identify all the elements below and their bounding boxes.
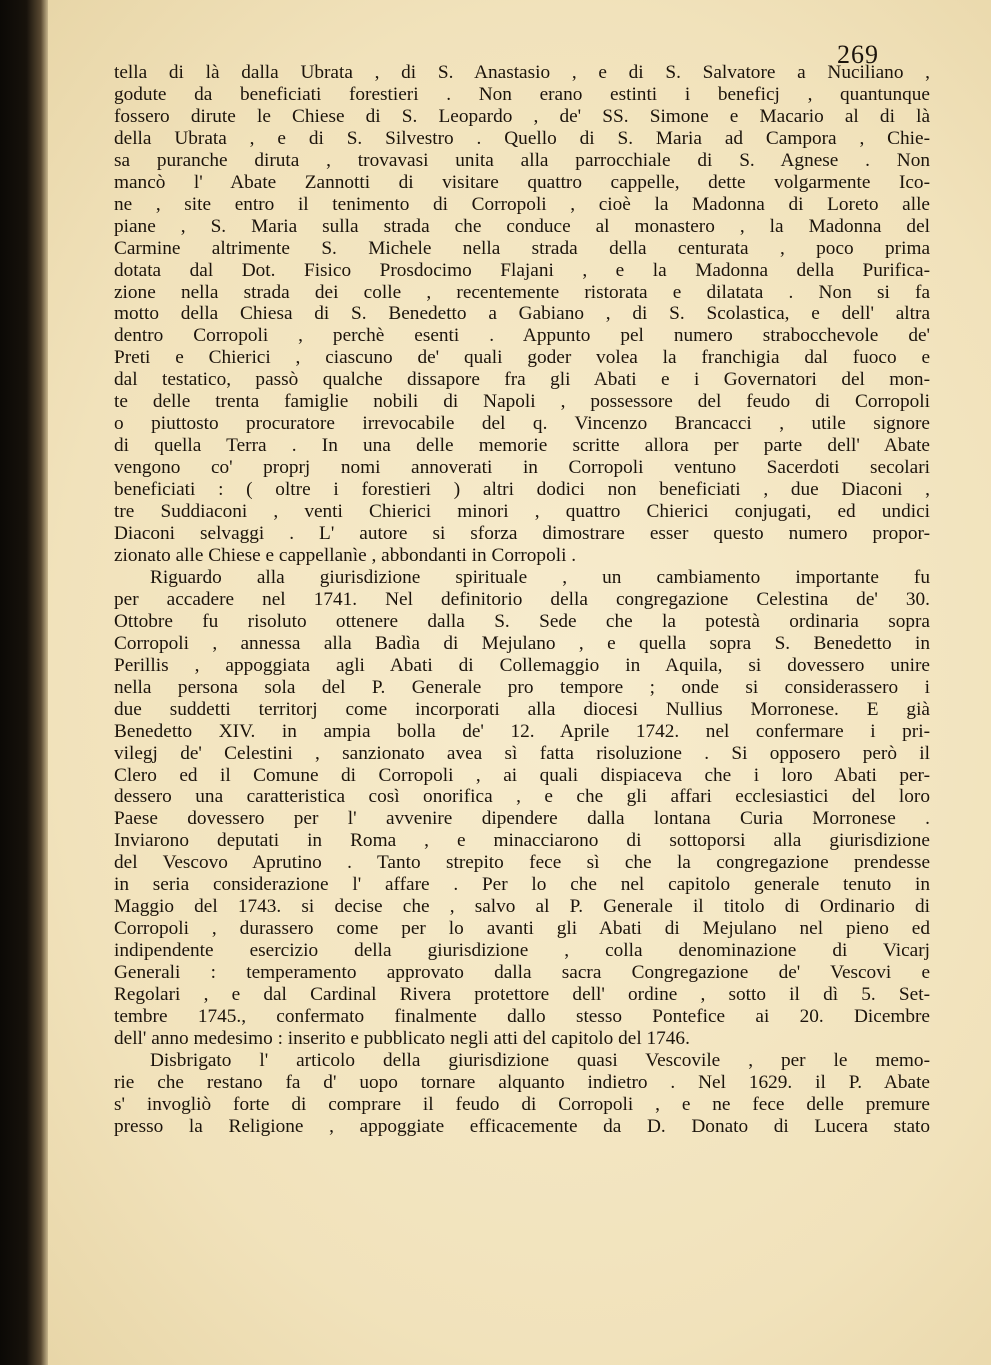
- paragraph-end-line: zionato alle Chiese e cappellanìe , abbondanti in Corropoli .: [114, 544, 577, 566]
- text-line: vilegj de' Celestini , sanzionato avea sì fatta risoluzione . Si opposero però il: [114, 742, 930, 764]
- book-page: [48, 0, 991, 1365]
- text-line: mancò l' Abate Zannotti di visitare quattro cappelle, dette volgarmente Ico-: [114, 171, 930, 193]
- text-line: per accadere nel 1741. Nel definitorio della congregazione Celestina de' 30.: [114, 588, 930, 610]
- text-line: del Vescovo Aprutino . Tanto strepito fece sì che la congregazione prendesse: [114, 852, 930, 874]
- text-line: dal testatico, passò qualche dissapore fra gli Abati e i Governatori del mon-: [114, 369, 930, 391]
- text-line: godute da beneficiati forestieri . Non erano estinti i beneficj , quantunque: [114, 83, 930, 105]
- text-line: o piuttosto procuratore irrevocabile del q. Vincenzo Brancacci , utile signore: [114, 413, 930, 435]
- text-line: Maggio del 1743. si decise che , salvo al P. Generale il titolo di Ordinario di: [114, 896, 930, 918]
- text-line: Preti e Chierici , ciascuno de' quali goder volea la franchigia dal fuoco e: [114, 347, 930, 369]
- text-line: piane , S. Maria sulla strada che conduce al monastero , la Madonna del: [114, 215, 930, 237]
- text-line: Regolari , e dal Cardinal Rivera protettore dell' ordine , sotto il dì 5. Set-: [114, 984, 930, 1006]
- text-line: Corropoli , annessa alla Badìa di Mejulano , e quella sopra S. Benedetto in: [114, 632, 930, 654]
- text-line: Generali : temperamento approvato dalla sacra Congregazione de' Vescovi e: [114, 962, 930, 984]
- text-line: zione nella strada dei colle , recentemente ristorata e dilatata . Non si fa: [114, 281, 930, 303]
- text-line: vengono co' proprj nomi annoverati in Corropoli ventuno Sacerdoti secolari: [114, 457, 930, 479]
- page-number: 269: [837, 40, 879, 69]
- text-line: Paese dovessero per l' avvenire dipendere dalla lontana Curia Morronese .: [114, 808, 930, 830]
- text-line: tre Suddiaconi , venti Chierici minori , quattro Chierici conjugati, ed undici: [114, 501, 930, 523]
- text-line: due suddetti territorj come incorporati alla diocesi Nullius Morronese. E già: [114, 698, 930, 720]
- text-line: tella di là dalla Ubrata , di S. Anastasio , e di S. Salvatore a Nuciliano ,: [114, 62, 930, 83]
- text-line: dentro Corropoli , perchè esenti . Appunto pel numero strabocchevole de': [114, 325, 930, 347]
- body-text: [114, 62, 930, 1138]
- text-line: motto della Chiesa di S. Benedetto a Gabiano , di S. Scolastica, e dell' altra: [114, 303, 930, 325]
- text-line: tembre 1745., confermato finalmente dallo stesso Pontefice ai 20. Dicembre: [114, 1005, 930, 1027]
- text-line: Inviarono deputati in Roma , e minacciarono di sottoporsi alla giurisdizione: [114, 830, 930, 852]
- text-line: in seria considerazione l' affare . Per lo che nel capitolo generale tenuto in: [114, 874, 930, 896]
- text-line: beneficiati : ( oltre i forestieri ) altri dodici non beneficiati , due Diaconi ,: [114, 479, 930, 501]
- text-line: presso la Religione , appoggiate efficacemente da D. Donato di Lucera stato: [114, 1115, 930, 1137]
- text-line: sa puranche diruta , trovavasi unita alla parrocchiale di S. Agnese . Non: [114, 149, 930, 171]
- text-line: Perillis , appoggiata agli Abati di Collemaggio in Aquila, si dovessero unire: [114, 654, 930, 676]
- book-gutter: [0, 0, 48, 1365]
- paragraph-end-line: dell' anno medesimo : inserito e pubblicato negli atti del capitolo del 1746.: [114, 1027, 690, 1049]
- text-line: Ottobre fu risoluto ottenere dalla S. Sede che la potestà ordinaria sopra: [114, 610, 930, 632]
- text-line: indipendente esercizio della giurisdizione , colla denominazione di Vicarj: [114, 940, 930, 962]
- text-line: dessero una caratteristica così onorifica , e che gli affari ecclesiastici del loro: [114, 786, 930, 808]
- text-line: ne , site entro il tenimento di Corropoli , cioè la Madonna di Loreto alle: [114, 193, 930, 215]
- text-line: s' invogliò forte di comprare il feudo di Corropoli , e ne fece delle premure: [114, 1093, 930, 1115]
- text-line: nella persona sola del P. Generale pro tempore ; onde si considerassero i: [114, 676, 930, 698]
- text-line: fossero dirute le Chiese di S. Leopardo , de' SS. Simone e Macario al di là: [114, 105, 930, 127]
- text-line: della Ubrata , e di S. Silvestro . Quello di S. Maria ad Campora , Chie-: [114, 127, 930, 149]
- text-line: dotata dal Dot. Fisico Prosdocimo Flajani , e la Madonna della Purifica-: [114, 259, 930, 281]
- paragraph-start-line: Disbrigato l' articolo della giurisdizione quasi Vescovile , per le memo-: [150, 1049, 930, 1071]
- text-line: Diaconi selvaggi . L' autore si sforza dimostrare esser questo numero propor-: [114, 523, 930, 545]
- text-line: rie che restano fa d' uopo tornare alquanto indietro . Nel 1629. il P. Abate: [114, 1071, 930, 1093]
- text-line: di quella Terra . In una delle memorie scritte allora per parte dell' Abate: [114, 435, 930, 457]
- text-line: te delle trenta famiglie nobili di Napoli , possessore del feudo di Corropoli: [114, 391, 930, 413]
- text-line: Benedetto XIV. in ampia bolla de' 12. Aprile 1742. nel confermare i pri-: [114, 720, 930, 742]
- text-line: Clero ed il Comune di Corropoli , ai quali dispiaceva che i loro Abati per-: [114, 764, 930, 786]
- text-line: Corropoli , durassero come per lo avanti gli Abati di Mejulano nel pieno ed: [114, 918, 930, 940]
- paragraph-start-line: Riguardo alla giurisdizione spirituale , un cambiamento importante fu: [150, 566, 930, 588]
- text-line: Carmine altrimente S. Michele nella strada della centurata , poco prima: [114, 237, 930, 259]
